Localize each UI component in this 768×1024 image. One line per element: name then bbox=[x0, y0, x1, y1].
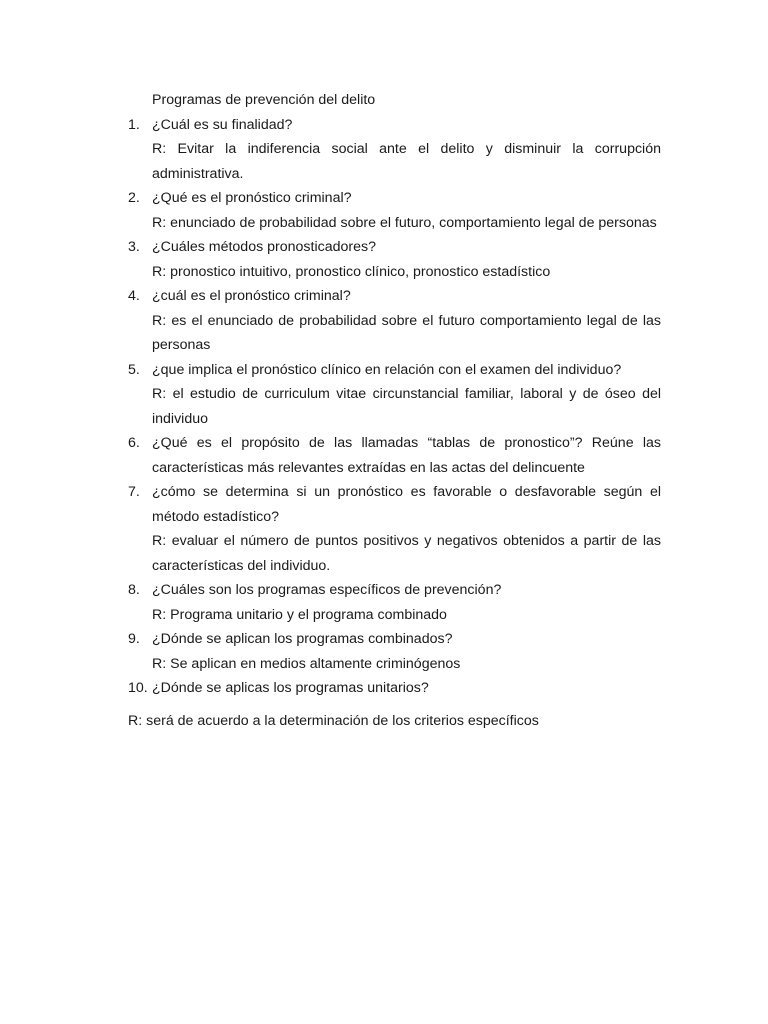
question-text: ¿Cuáles son los programas específicos de prevención? bbox=[152, 582, 502, 598]
question-text: ¿cómo se determina si un pronóstico es favorable o desfavorable según el método estadístico? bbox=[152, 484, 661, 525]
item-number: 9. bbox=[128, 631, 140, 647]
question-text: ¿Qué es el propósito de las llamadas “tablas de pronostico”? Reúne las características más relevantes extraídas en las actas del delincuente bbox=[152, 435, 661, 476]
item-number: 1. bbox=[128, 116, 140, 133]
list-item bbox=[128, 113, 661, 187]
item-number: 4. bbox=[128, 288, 140, 304]
item-number: 5. bbox=[128, 361, 140, 378]
question-text: ¿Dónde se aplican los programas combinados? bbox=[152, 631, 453, 647]
item-number: 7. bbox=[128, 484, 140, 500]
answer-text: R: Programa unitario y el programa combinado bbox=[152, 606, 447, 623]
question-text: ¿Cuáles métodos pronosticadores? bbox=[152, 239, 376, 255]
list-item bbox=[128, 358, 661, 432]
answer-text: R: enunciado de probabilidad sobre el futuro, comportamiento legal de personas bbox=[152, 214, 657, 231]
document-content bbox=[128, 88, 661, 733]
question-text: ¿que implica el pronóstico clínico en relación con el examen del individuo? bbox=[152, 361, 622, 378]
answer-text: R: evaluar el número de puntos positivos y negativos obtenidos a partir de las características del individuo. bbox=[152, 533, 661, 574]
item-number: 6. bbox=[128, 435, 140, 451]
item-number: 3. bbox=[128, 239, 140, 255]
answer-text: R: Evitar la indiferencia social ante el delito y disminuir la corrupción administrativa. bbox=[152, 141, 661, 182]
list-item bbox=[128, 578, 661, 627]
list-item bbox=[128, 235, 661, 284]
list-item bbox=[128, 284, 661, 358]
question-text: ¿Qué es el pronóstico criminal? bbox=[152, 190, 352, 206]
final-answer: R: será de acuerdo a la determinación de los criterios específicos bbox=[128, 712, 539, 729]
answer-text: R: Se aplican en medios altamente criminógenos bbox=[152, 655, 461, 672]
item-number: 8. bbox=[128, 582, 140, 598]
list-item bbox=[128, 431, 661, 480]
list-item bbox=[128, 676, 661, 701]
item-number: 10. bbox=[128, 680, 148, 696]
question-text: ¿Cuál es su finalidad? bbox=[152, 116, 293, 133]
answer-text: R: el estudio de curriculum vitae circunstancial familiar, laboral y de óseo del individuo bbox=[152, 386, 661, 427]
document-title: Programas de prevención del delito bbox=[152, 92, 376, 108]
answer-text: R: es el enunciado de probabilidad sobre el futuro comportamiento legal de las personas bbox=[152, 312, 661, 353]
question-list bbox=[128, 113, 661, 701]
answer-text: R: pronostico intuitivo, pronostico clínico, pronostico estadístico bbox=[152, 263, 551, 280]
list-item bbox=[128, 186, 661, 235]
list-item bbox=[128, 480, 661, 578]
question-text: ¿cuál es el pronóstico criminal? bbox=[152, 288, 351, 304]
list-item bbox=[128, 627, 661, 676]
item-number: 2. bbox=[128, 190, 140, 206]
question-text: ¿Dónde se aplicas los programas unitarios? bbox=[152, 680, 429, 696]
